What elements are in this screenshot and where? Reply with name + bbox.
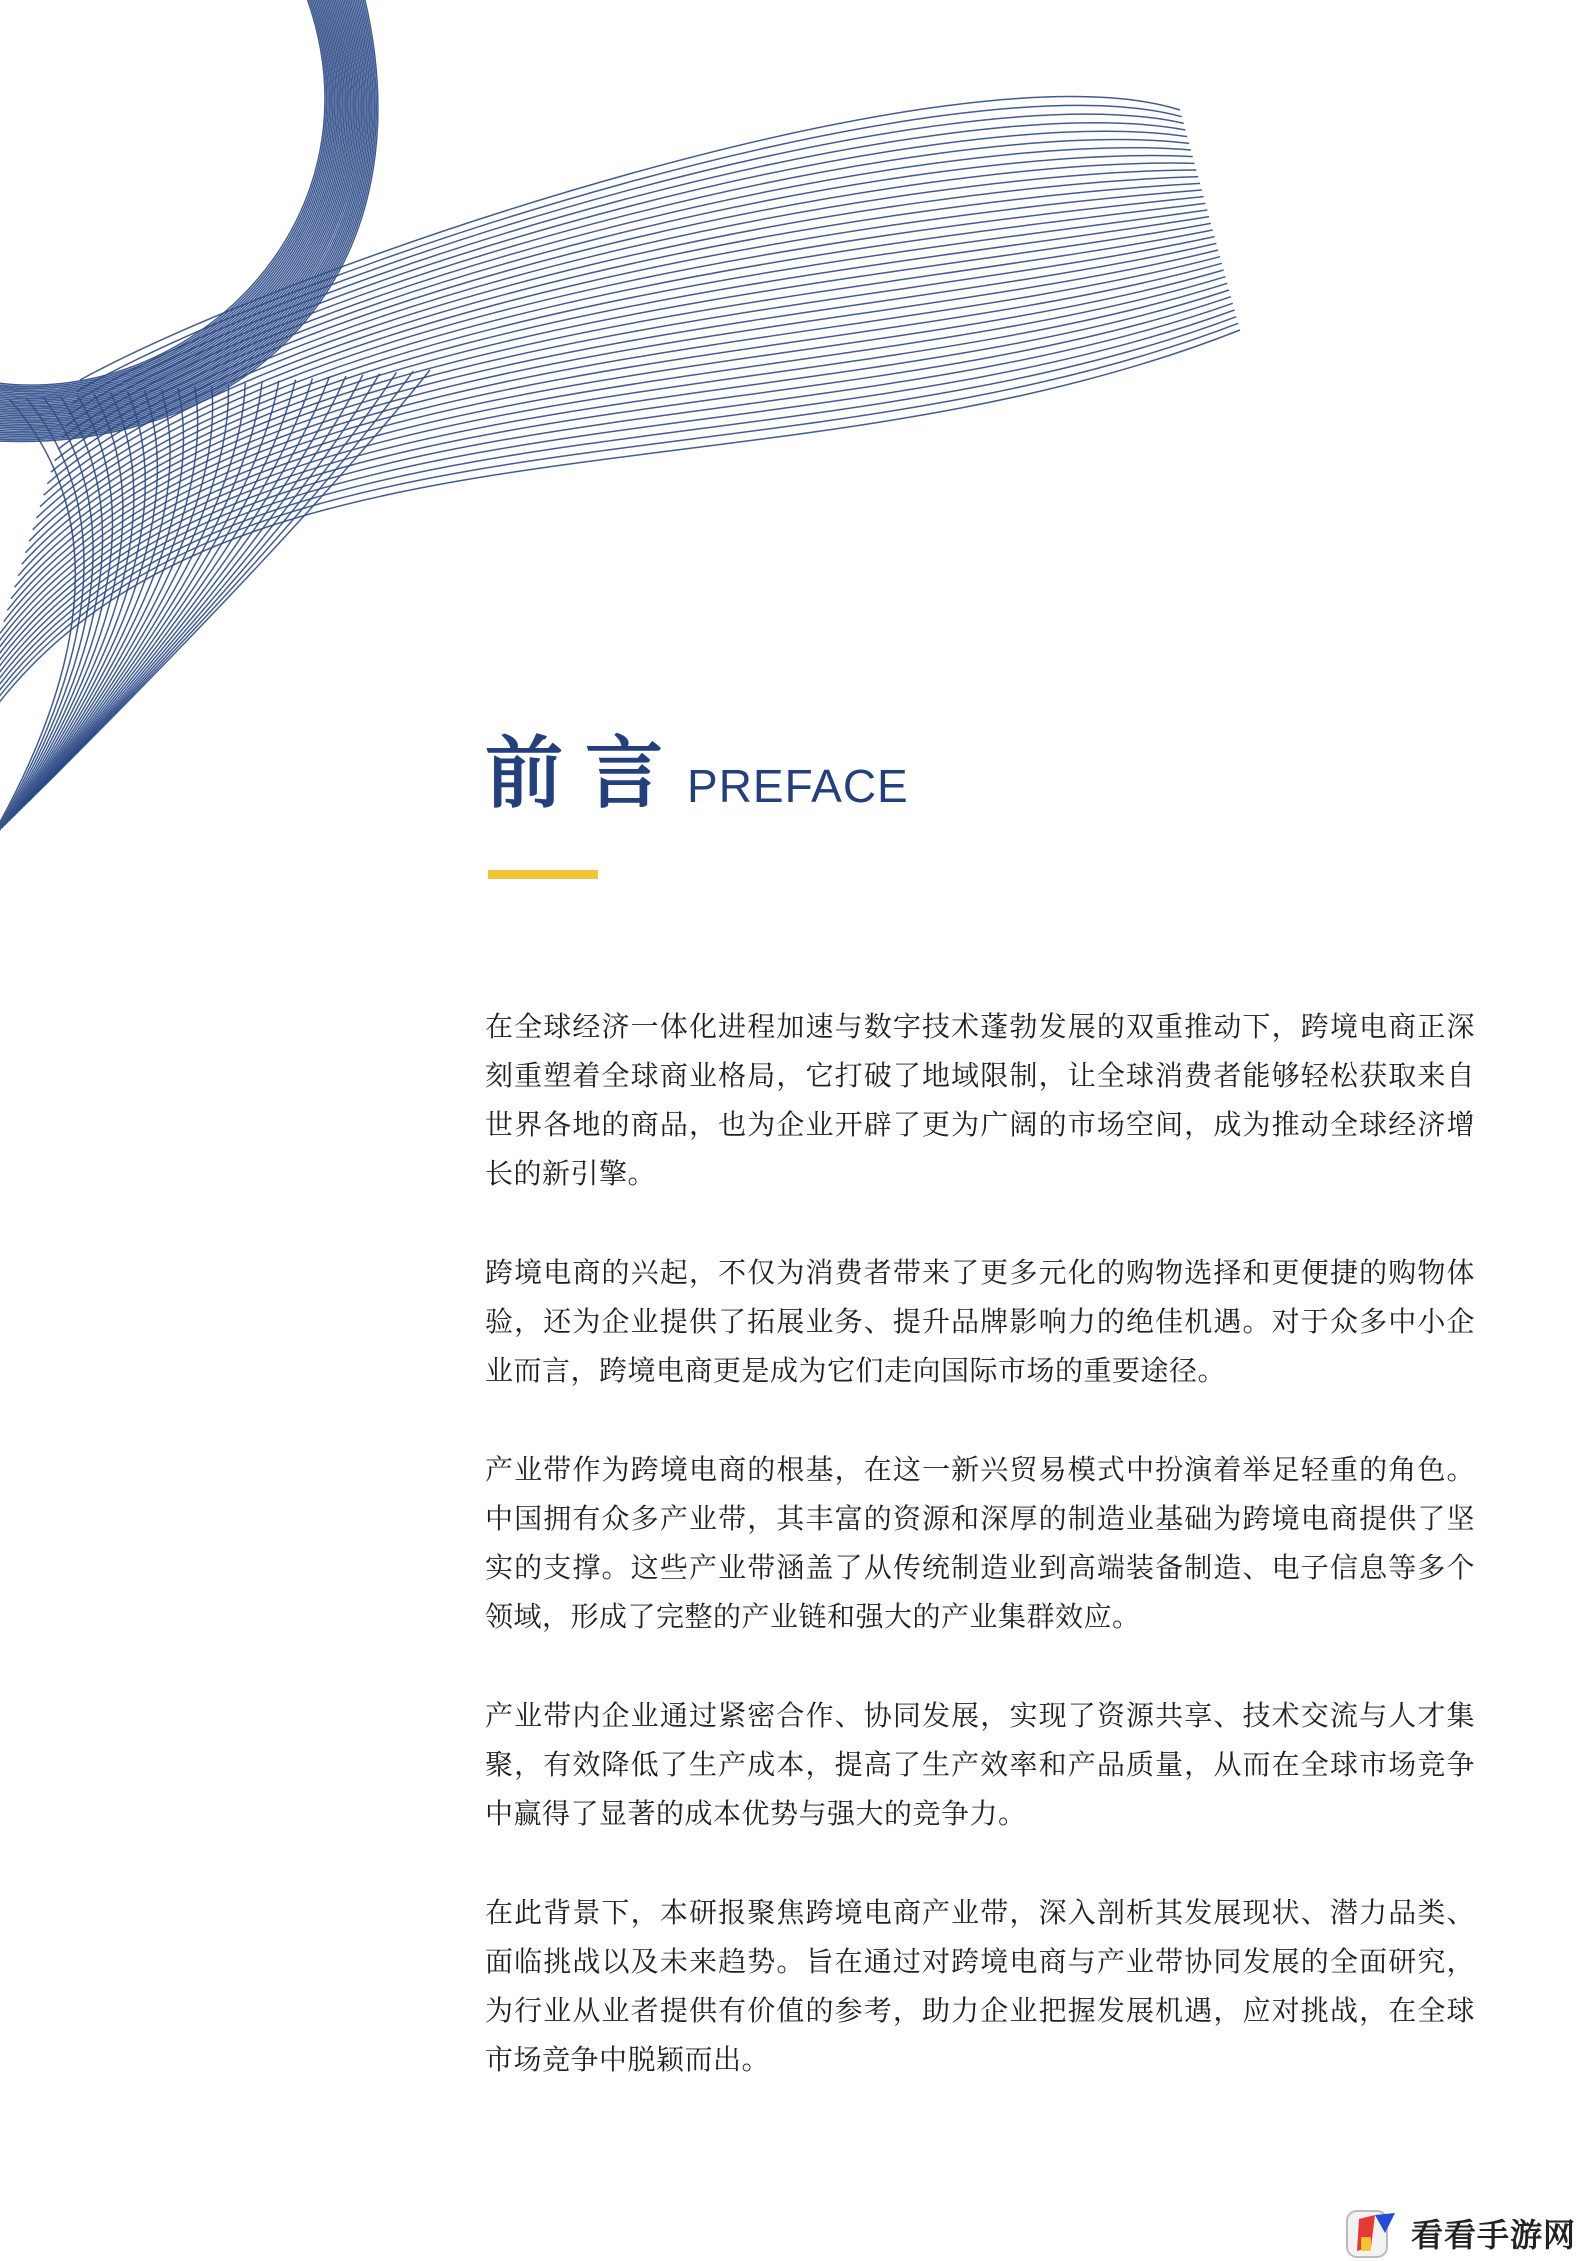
ornament-line (11, 237, 1215, 599)
ornament-line (47, 170, 1196, 484)
ornament-line (0, 0, 339, 400)
ornament-line (18, 223, 1211, 575)
ornament-line (51, 163, 1195, 472)
ornament-line (0, 0, 330, 390)
ornament-line (48, 371, 414, 782)
ornament-line (0, 283, 1227, 679)
ornament-line (33, 197, 1204, 530)
ornament-line (62, 140, 1189, 438)
title-english: PREFACE (687, 760, 909, 812)
ornament-line (24, 383, 246, 806)
ornament-line (0, 0, 336, 397)
paragraph-2: 跨境电商的兴起，不仅为消费者带来了更多元化的购物选择和更便捷的购物体验，还为企业提供了拓展业务、提升品牌影响力的绝佳机遇。对于众多中小企业而言，跨境电商更是成为它们走向国际市场的重要途径。 (485, 1256, 1475, 1387)
ornament-line (0, 0, 346, 407)
ornament-line (0, 277, 1225, 668)
ornament-line (0, 400, 75, 840)
paragraph-5: 在此背景下，本研报聚焦跨境电商产业带，深入剖析其发展现状、潜力品类、面临挑战以及未来趋势。旨在通过对跨境电商与产业带协同发展的全面研究，为行业从业者提供有价值的参考，助力企业把握发展机遇，应对挑战，在全球市场竞争中脱颖而出。 (485, 1896, 1475, 2076)
ornament-line (0, 0, 347, 409)
ornament-line (0, 0, 325, 385)
page-title (485, 729, 909, 819)
ornament-line (36, 190, 1201, 518)
ornament-line (76, 105, 1181, 391)
ornament-line (31, 380, 296, 800)
ornament-line (0, 0, 359, 421)
paragraph-1: 在全球经济一体化进程加速与数字技术蓬勃发展的双重推动下，跨境电商正深刻重塑着全球商业格局，它打破了地域限制，让全球消费者能够轻松获取来自世界各地的商品，也为企业开辟了更为广阔的市场空间，成为推动全球经济增长的新引擎。 (485, 1010, 1475, 1190)
ornament-line (9, 390, 157, 820)
ornament-line (0, 323, 1238, 748)
ornament-line (0, 0, 344, 405)
title-accent-bar (488, 870, 598, 879)
ornament-line (69, 123, 1185, 415)
ornament-line (0, 0, 328, 388)
ornament-line (0, 303, 1233, 714)
ornament-line (0, 0, 370, 433)
title-chinese: 前言 (485, 729, 686, 819)
ornament-line (0, 0, 341, 402)
watermark-text: 看看手游网 (1411, 2216, 1577, 2254)
ornament-line (26, 382, 262, 804)
ornament-line (0, 0, 373, 436)
ornament-line (2, 394, 123, 828)
ornament-line (0, 0, 371, 435)
ornament-line (0, 396, 103, 832)
ornament-line (19, 386, 213, 812)
ornament-line (38, 376, 346, 792)
ornament-line (0, 290, 1229, 691)
ornament-line (0, 398, 93, 836)
ornament-line (0, 0, 362, 424)
ornament-line (43, 374, 380, 788)
ornament-line (45, 372, 396, 784)
watermark-logo-icon (1345, 2205, 1401, 2261)
ornament-line (22, 217, 1209, 565)
ornament-line (0, 0, 355, 417)
ornament-line (12, 389, 170, 818)
ornament-line (0, 0, 335, 395)
ornament-line (14, 388, 183, 816)
ornament-line (0, 0, 368, 431)
ornament-line (7, 392, 145, 824)
ornament-line (0, 310, 1235, 725)
ornament-line (21, 384, 228, 808)
ornament-line (0, 257, 1220, 634)
ornament-line (0, 0, 375, 438)
ornament-line (0, 0, 357, 419)
ornament-line (4, 250, 1219, 622)
ornament-line (80, 97, 1180, 380)
paragraph-4: 产业带内企业通过紧密合作、协同发展，实现了资源共享、技术交流与人才集聚，有效降低了生产成本，提高了生产效率和产品质量，从而在全球市场竞争中赢得了显著的成本优势与强大的竞争力。 (485, 1699, 1475, 1830)
ornament-line (16, 387, 197, 814)
ornament-line (33, 378, 312, 796)
ornament-line (65, 131, 1187, 426)
ornament-line (40, 375, 362, 790)
preface-body (485, 1002, 1475, 2134)
ornament-line (25, 210, 1207, 553)
ornament-line (0, 0, 352, 414)
ornament-line (0, 0, 349, 411)
ornament-line (0, 297, 1231, 703)
ornament-line (50, 370, 430, 780)
ornament-line (0, 399, 84, 838)
ornament-line (4, 393, 133, 826)
ornament-line (0, 0, 360, 423)
ornament-line (29, 203, 1205, 541)
ornament-line (0, 0, 351, 412)
ornament-line (0, 0, 376, 440)
ornament-line (55, 156, 1193, 461)
ornament-line (0, 0, 367, 429)
ornament-line (0, 0, 365, 428)
ornament-line (15, 230, 1213, 587)
ornament-line (7, 243, 1216, 610)
ornament-line (0, 0, 333, 394)
paragraph-3: 产业带作为跨境电商的根基，在这一新兴贸易模式中扮演着举足轻重的角色。中国拥有众多产业带，其丰富的资源和深厚的制造业基础为跨境电商提供了坚实的支撑。这些产业带涵盖了从传统制造业到高端装备制造、电子信息等多个领域，形成了完整的产业链和强大的产业集群效应。 (485, 1453, 1475, 1633)
ornament-line (36, 377, 330, 794)
ornament-line (0, 0, 343, 404)
ornament-line (0, 0, 338, 399)
ornament-line (0, 0, 363, 426)
ornament-line (0, 0, 331, 392)
ornament-line (0, 263, 1222, 645)
ornament-line (0, 0, 327, 387)
ornament-line (0, 0, 378, 442)
ornament-line (0, 330, 1240, 760)
ornament-line (44, 177, 1199, 495)
site-watermark (1345, 2208, 1576, 2258)
ornament-line (0, 395, 112, 830)
ornament-line (73, 114, 1184, 403)
ornament-line (40, 183, 1200, 506)
ornament-line (28, 381, 278, 802)
ornament-line (0, 317, 1236, 737)
ornament-line (0, 270, 1224, 656)
ornament-line (58, 148, 1191, 449)
ornament-line (0, 0, 354, 416)
